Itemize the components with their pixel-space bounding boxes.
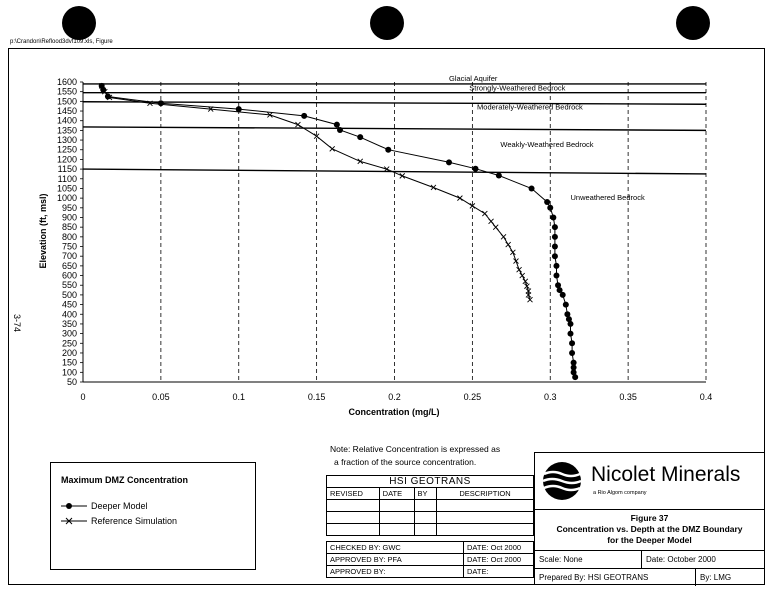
y-tick-label: 450 bbox=[61, 299, 77, 310]
y-tick-label: 650 bbox=[61, 260, 77, 271]
y-tick-label: 1550 bbox=[56, 86, 77, 97]
zone-label: Moderately-Weathered Bedrock bbox=[477, 102, 583, 112]
y-tick-label: 1150 bbox=[57, 164, 77, 175]
data-point-x bbox=[528, 297, 533, 302]
note-line-2: a fraction of the source concentration. bbox=[334, 457, 477, 467]
data-point-circle bbox=[446, 159, 452, 165]
data-point-x bbox=[513, 259, 518, 264]
y-tick-label: 500 bbox=[61, 289, 77, 300]
x-tick-label: 0.3 bbox=[543, 392, 557, 402]
data-point-circle bbox=[552, 234, 558, 240]
revision-row bbox=[327, 512, 534, 524]
data-point-x bbox=[489, 219, 494, 224]
data-point-x bbox=[295, 122, 300, 127]
data-point-x bbox=[482, 211, 487, 216]
data-point-x bbox=[524, 284, 529, 289]
figure-title-line-2: for the Deeper Model bbox=[607, 535, 692, 545]
logo-area bbox=[535, 453, 764, 510]
x-tick-label: 0.15 bbox=[307, 392, 326, 402]
y-tick-label: 900 bbox=[61, 212, 77, 223]
zone-label: Weakly-Weathered Bedrock bbox=[500, 139, 594, 149]
data-point-circle bbox=[552, 253, 558, 259]
note-line-1: Note: Relative Concentration is expressed as bbox=[330, 444, 501, 454]
y-tick-label: 750 bbox=[61, 241, 77, 252]
data-point-circle bbox=[553, 263, 559, 269]
data-point-x bbox=[358, 159, 363, 164]
data-point-circle bbox=[567, 331, 573, 337]
data-point-circle bbox=[547, 205, 553, 211]
data-point-circle bbox=[560, 292, 566, 298]
data-point-circle bbox=[385, 147, 391, 153]
y-tick-label: 1600 bbox=[56, 77, 77, 87]
y-tick-label: 1450 bbox=[56, 106, 77, 117]
zone-label: Unweathered Bedrock bbox=[570, 193, 645, 203]
zone-label: Glacial Aquifer bbox=[449, 73, 498, 83]
file-path: p:\Crandon\Reflood3dvf109.xls, Figure bbox=[10, 39, 113, 45]
y-tick-label: 600 bbox=[61, 270, 77, 281]
circle-marker-icon bbox=[61, 501, 87, 511]
note bbox=[330, 443, 500, 469]
data-point-circle bbox=[553, 273, 559, 279]
x-marker-icon bbox=[61, 516, 87, 526]
data-point-x bbox=[431, 185, 436, 190]
revision-col-by: BY bbox=[414, 488, 436, 500]
page-side-label: 3-74 bbox=[12, 313, 23, 333]
y-tick-label: 300 bbox=[61, 328, 77, 339]
checked-date: DATE: Oct 2000 bbox=[464, 542, 534, 554]
checked-by: CHECKED BY: GWC bbox=[327, 542, 464, 554]
approvals-table bbox=[326, 541, 534, 578]
title-block bbox=[534, 452, 765, 585]
legend-item-reference-simulation bbox=[61, 515, 177, 527]
revision-col-date: DATE bbox=[379, 488, 414, 500]
figure-number: Figure 37 bbox=[630, 513, 669, 523]
figure-title bbox=[535, 513, 764, 546]
data-point-x bbox=[330, 146, 335, 151]
x-tick-label: 0.05 bbox=[152, 392, 170, 402]
y-tick-label: 700 bbox=[61, 251, 77, 262]
data-point-x bbox=[400, 173, 405, 178]
y-axis-label: Elevation (ft, msl) bbox=[38, 193, 48, 269]
scale: Scale: None bbox=[535, 551, 642, 569]
y-tick-label: 850 bbox=[61, 222, 77, 233]
x-tick-label: 0.25 bbox=[463, 392, 482, 402]
series-line bbox=[102, 86, 530, 300]
data-point-circle bbox=[496, 172, 502, 178]
approved-date-2: DATE: bbox=[464, 566, 534, 578]
data-point-x bbox=[520, 273, 525, 278]
approved-date-1: DATE: Oct 2000 bbox=[464, 554, 534, 566]
x-axis-label: Concentration (mg/L) bbox=[348, 407, 440, 417]
y-tick-label: 1200 bbox=[56, 154, 77, 165]
data-point-x bbox=[493, 225, 498, 230]
data-point-circle bbox=[472, 166, 478, 172]
data-point-circle bbox=[563, 302, 569, 308]
drawn-by: By: LMG bbox=[696, 569, 765, 587]
y-tick-label: 200 bbox=[61, 347, 77, 358]
legend-label: Deeper Model bbox=[91, 501, 148, 511]
y-tick-label: 550 bbox=[61, 280, 77, 291]
data-point-circle bbox=[544, 199, 550, 205]
legend-label: Reference Simulation bbox=[91, 516, 178, 526]
data-point-x bbox=[506, 242, 511, 247]
legend-item-deeper-model bbox=[61, 500, 148, 512]
revision-row bbox=[327, 524, 534, 536]
y-tick-label: 1400 bbox=[56, 115, 77, 126]
data-point-circle bbox=[552, 224, 558, 230]
data-point-circle bbox=[550, 214, 556, 220]
data-point-circle bbox=[529, 185, 535, 191]
revision-col-description: DESCRIPTION bbox=[437, 488, 534, 500]
data-point-circle bbox=[552, 244, 558, 250]
y-tick-label: 1500 bbox=[56, 96, 77, 107]
axis-layer bbox=[57, 77, 712, 402]
y-tick-label: 1250 bbox=[56, 144, 77, 155]
data-point-x bbox=[523, 279, 528, 284]
figure-title-line-1: Concentration vs. Depth at the DMZ Boundary bbox=[556, 524, 743, 534]
approved-by-1: APPROVED BY: PFA bbox=[327, 554, 464, 566]
data-point-circle bbox=[572, 374, 578, 380]
y-tick-label: 100 bbox=[61, 367, 77, 378]
legend bbox=[50, 462, 256, 570]
data-point-circle bbox=[569, 350, 575, 356]
y-tick-label: 150 bbox=[61, 357, 77, 368]
x-tick-label: 0.35 bbox=[619, 392, 637, 402]
brand-subtitle: a Rio Algom company bbox=[593, 490, 647, 496]
prepared-by: Prepared By: HSI GEOTRANS bbox=[535, 569, 696, 587]
revision-row bbox=[327, 500, 534, 512]
data-point-circle bbox=[301, 113, 307, 119]
data-point-circle bbox=[569, 340, 575, 346]
y-tick-label: 250 bbox=[61, 338, 77, 349]
prepared-table bbox=[535, 568, 764, 586]
data-point-x bbox=[517, 267, 522, 272]
x-tick-label: 0.1 bbox=[232, 392, 246, 402]
data-point-x bbox=[501, 234, 506, 239]
zone-label: Strongly-Weathered Bedrock bbox=[469, 83, 566, 93]
data-point-circle bbox=[158, 100, 164, 106]
x-tick-label: 0.2 bbox=[388, 392, 401, 402]
y-tick-label: 50 bbox=[66, 377, 77, 387]
figure-meta-table bbox=[535, 550, 764, 568]
y-tick-label: 950 bbox=[61, 202, 77, 213]
data-point-circle bbox=[567, 321, 573, 327]
data-point-circle bbox=[337, 127, 343, 133]
y-tick-label: 800 bbox=[61, 231, 77, 242]
nicolet-logo-icon bbox=[541, 461, 583, 501]
y-tick-label: 1050 bbox=[56, 183, 77, 194]
data-point-x bbox=[510, 250, 515, 255]
x-tick-label: 0.4 bbox=[699, 392, 713, 402]
revision-table bbox=[326, 475, 534, 536]
y-tick-label: 1100 bbox=[57, 173, 77, 184]
x-tick-label: 0 bbox=[80, 392, 86, 402]
revision-col-revised: REVISED bbox=[327, 488, 380, 500]
brand-name: Nicolet Minerals bbox=[591, 463, 741, 486]
revision-table-header: HSI GEOTRANS bbox=[327, 476, 534, 488]
y-tick-label: 1000 bbox=[56, 193, 77, 204]
legend-title: Maximum DMZ Concentration bbox=[61, 475, 189, 485]
y-tick-label: 400 bbox=[61, 309, 77, 320]
y-tick-label: 1350 bbox=[56, 125, 77, 136]
y-tick-label: 1300 bbox=[56, 135, 77, 146]
figure-date: Date: October 2000 bbox=[642, 551, 765, 569]
approved-by-2: APPROVED BY: bbox=[327, 566, 464, 578]
data-point-circle bbox=[334, 122, 340, 128]
y-tick-label: 350 bbox=[61, 318, 77, 329]
data-point-circle bbox=[357, 134, 363, 140]
data-point-x bbox=[457, 196, 462, 201]
grid-layer bbox=[161, 82, 706, 382]
series-reference-simulation bbox=[99, 83, 532, 302]
